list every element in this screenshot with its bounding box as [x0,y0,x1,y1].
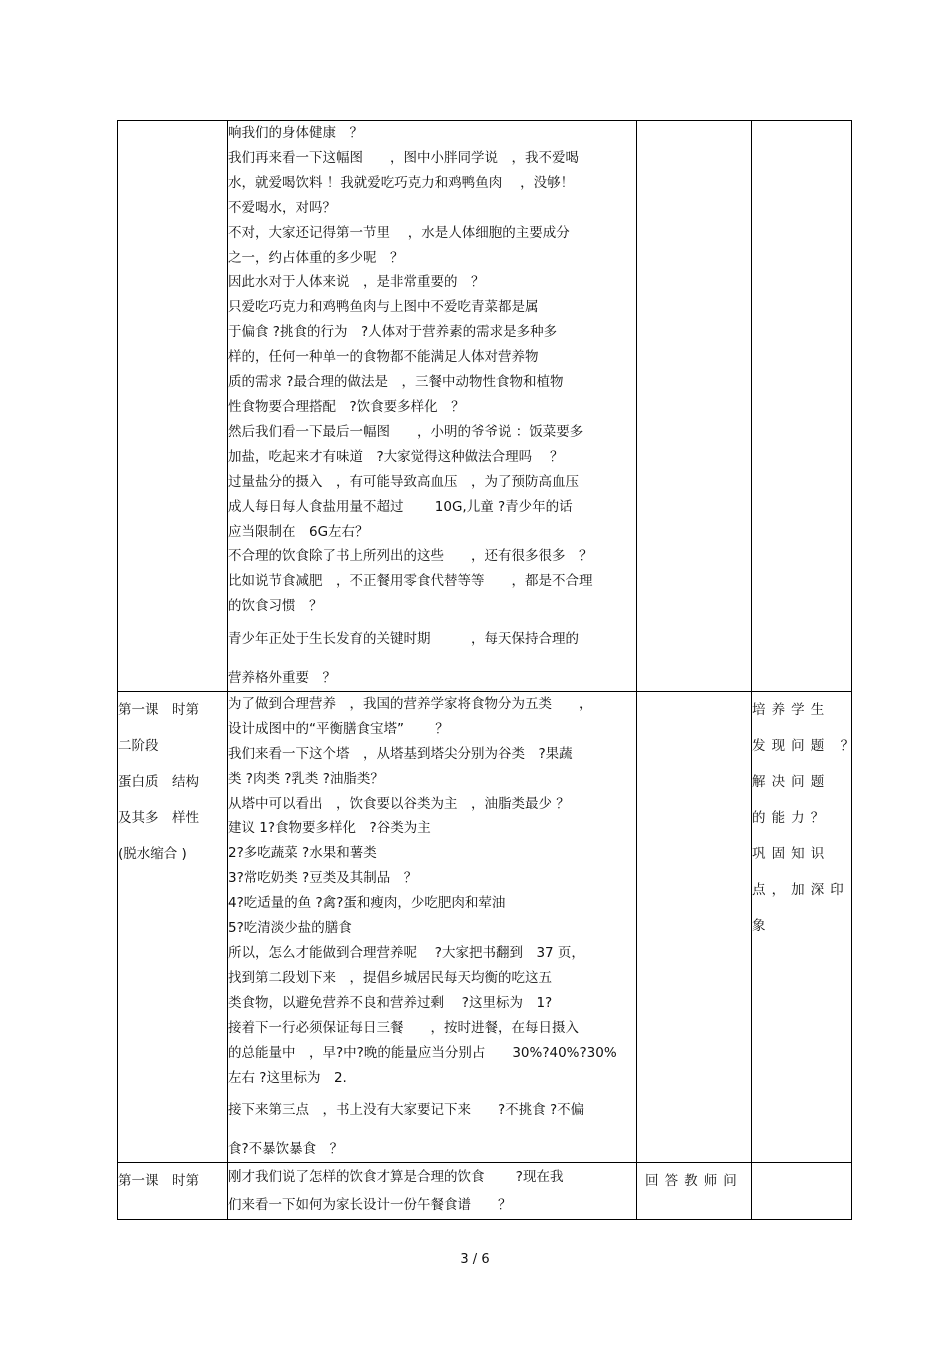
text-line: 及其多 样性 [118,809,199,826]
table-row [118,1163,852,1220]
text-line: 们来看一下如何为家长设计一份午餐食谱 ？ [228,1197,512,1214]
table-row [118,121,852,692]
text-line: 建议 1?食物要多样化 ?谷类为主 [228,820,431,837]
text-line: 2?多吃蔬菜 ?水果和薯类 [228,845,377,862]
text-line: 类 ?肉类 ?乳类 ?油脂类？ [228,770,384,787]
content-lines [228,619,636,652]
design-intent-cell [752,691,861,1162]
text-line: 发现问题 ？ [752,737,861,754]
text-line: 为了做到合理营养 ，我国的营养学家将食物分为五类 ， [228,695,593,712]
text-line: 然后我们看一下最后一幅图 ，小明的爷爷说 ：饭菜要多 [228,423,584,440]
stage-cell [118,121,228,692]
stage-cell [118,1163,228,1220]
text-line: 加盐，吃起来才有味道 ?大家觉得这种做法合理吗 ？ [228,448,564,465]
text-line: 的能力？ [752,809,831,826]
text-line: 水，就爱喝饮料 ！我就爱吃巧克力和鸡鸭鱼肉 ，没够！ [228,174,575,191]
text-line: 回答教师问 [645,1173,743,1190]
text-line: 左右 ?这里标为 2. [228,1069,347,1086]
text-line: 二阶段 [118,737,159,754]
text-line: 点，加深印 [752,881,850,898]
text-line: 青少年正处于生长发育的关键时期 ，每天保持合理的 [228,631,579,648]
text-line: 成人每日每人食盐用量不超过 10G,儿童 ?青少年的话 [228,498,573,515]
text-line: 只爱吃巧克力和鸡鸭鱼肉与上图中不爱吃青菜都是属 [228,299,539,316]
text-line: 找到第二段划下来 ，提倡乡城居民每天均衡的吃这五 [228,969,552,986]
table-row [118,691,852,1162]
text-line: 所以，怎么才能做到合理营养呢 ?大家把书翻到 37 页， [228,945,585,961]
content-lines [228,1123,636,1162]
text-line: 蛋白质 结构 [118,773,199,790]
stage-label [118,1167,227,1195]
text-line: 设计成图中的“平衡膳食宝塔” ？ [228,720,449,737]
text-line: 过量盐分的摄入 ，有可能导致高血压 ，为了预防高血压 [228,473,579,490]
text-line: 5?吃清淡少盐的膳食 [228,920,352,937]
content-cell [228,1163,637,1220]
design-intent-text [752,692,861,944]
student-activity-cell [637,691,752,1162]
student-activity-cell [637,121,752,692]
stage-cell [118,691,228,1162]
lesson-plan-table [117,120,861,1220]
text-line: 性食物要合理搭配 ?饮食要多样化 ？ [228,398,465,415]
text-line: 之一，约占体重的多少呢 ？ [228,249,404,266]
text-line: 质的需求 ?最合理的做法是 ，三餐中动物性食物和植物 [228,374,564,391]
text-line: 接下来第三点 ，书上没有大家要记下来 ?不挑食 ?不偏 [228,1102,585,1119]
text-line: 比如说节食减肥 ，不正餐用零食代替等等 ，都是不合理 [228,573,593,590]
student-activity-text [645,1167,751,1195]
text-line: 刚才我们说了怎样的饮食才算是合理的饮食 ?现在我 [228,1169,564,1186]
text-line: 象 [752,917,772,934]
text-line: 接着下一行必须保证每日三餐 ，按时进餐，在每日摄入 [228,1019,579,1036]
text-line: 食?不暴饮暴食 ？ [228,1141,344,1158]
text-line: 第一课 时第 [118,701,199,718]
content-lines [228,1163,636,1219]
text-line: 因此水对于人体来说 ，是非常重要的 ？ [228,274,485,291]
text-line: 于偏食 ?挑食的行为 ?人体对于营养素的需求是多种多 [228,324,558,341]
text-line: 巩固知识 [752,845,831,862]
text-line: 培养学生 [752,701,831,718]
text-line: 4?吃适量的鱼 ?禽?蛋和瘦肉，少吃肥肉和荤油 [228,895,506,912]
text-line: 从塔中可以看出 ，饮食要以谷类为主 ，油脂类最少 ？ [228,795,570,812]
text-line: 第一课 时第 [118,1173,199,1190]
content-lines [228,652,636,691]
design-intent-cell [752,121,852,692]
text-line: 应当限制在 6G左右？ [228,523,369,540]
content-lines [228,121,636,619]
text-line: 样的，任何一种单一的食物都不能满足人体对营养物 [228,349,539,366]
text-line: 不合理的饮食除了书上所列出的这些 ，还有很多很多 ？ [228,548,593,565]
text-line: 3?常吃奶类 ?豆类及其制品 ？ [228,870,418,887]
text-line: 不爱喝水，对吗？ [228,199,336,216]
page-number: 3 / 6 [460,1252,490,1267]
student-activity-cell [637,1163,752,1220]
text-line: 的总能量中 ，早?中?晚的能量应当分别占 30%?40%?30% [228,1044,617,1061]
design-intent-cell [752,1163,852,1220]
text-line: 的饮食习惯 ？ [228,598,323,615]
text-line: 不对，大家还记得第一节里 ，水是人体细胞的主要成分 [228,224,570,241]
content-lines [228,1090,636,1123]
content-lines [228,692,636,1091]
text-line: 解决问题 [752,773,831,790]
text-line: 响我们的身体健康 ？ [228,125,363,141]
content-cell [228,121,637,692]
text-line: 我们再来看一下这幅图 ，图中小胖同学说 ，我不爱喝 [228,149,579,166]
content-cell [228,691,637,1162]
text-line: 类食物，以避免营养不良和营养过剩 ?这里标为 1? [228,994,553,1011]
text-line: 我们来看一下这个塔 ，从塔基到塔尖分别为谷类 ?果蔬 [228,745,573,762]
stage-label [118,692,227,872]
text-line: (脱水缩合 ) [118,845,187,862]
text-line: 营养格外重要 ？ [228,670,336,687]
